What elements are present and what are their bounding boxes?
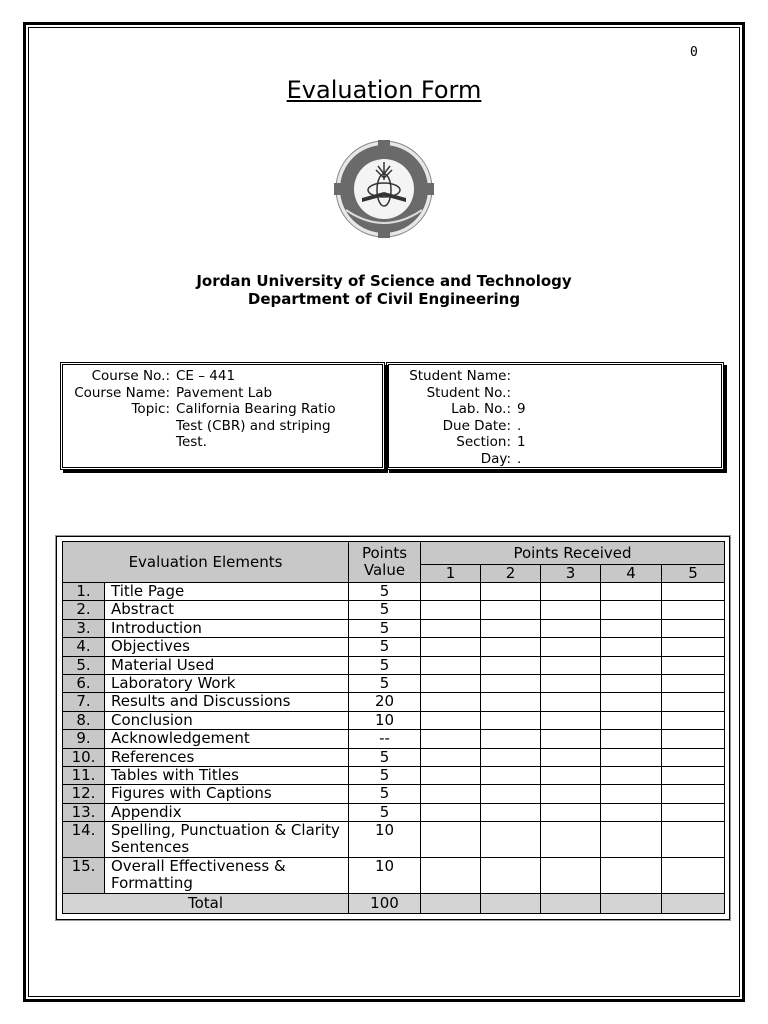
row-number: 8. <box>63 711 105 729</box>
table-row <box>63 693 725 711</box>
points-received-cell[interactable] <box>662 656 725 674</box>
row-element-name: Spelling, Punctuation & Clarity Sentences <box>105 822 349 858</box>
points-received-cell[interactable] <box>421 601 481 619</box>
points-received-cell[interactable] <box>421 803 481 821</box>
day-value: . <box>517 450 522 467</box>
row-element-name: Conclusion <box>105 711 349 729</box>
points-received-cell[interactable] <box>541 583 601 601</box>
university-name: Jordan University of Science and Technology <box>196 272 572 290</box>
points-received-cell[interactable] <box>541 785 601 803</box>
points-received-cell[interactable] <box>601 638 662 656</box>
row-points-value: 5 <box>349 656 421 674</box>
table-row <box>63 766 725 784</box>
points-received-cell[interactable] <box>601 858 662 894</box>
row-points-value: 5 <box>349 803 421 821</box>
points-received-cell[interactable] <box>421 822 481 858</box>
course-name-value: Pavement Lab <box>176 384 273 401</box>
points-received-cell[interactable] <box>421 693 481 711</box>
points-received-cell[interactable] <box>541 822 601 858</box>
evaluation-table-frame <box>56 536 730 920</box>
points-received-cell[interactable] <box>481 619 541 637</box>
points-received-cell[interactable] <box>541 858 601 894</box>
row-element-name: Abstract <box>105 601 349 619</box>
section-row <box>389 434 721 451</box>
points-received-cell[interactable] <box>421 711 481 729</box>
row-element-name: Figures with Captions <box>105 785 349 803</box>
row-number: 6. <box>63 674 105 692</box>
points-received-cell[interactable] <box>481 583 541 601</box>
points-received-cell[interactable] <box>481 766 541 784</box>
points-received-cell[interactable] <box>481 822 541 858</box>
points-received-cell[interactable] <box>662 619 725 637</box>
page-title: Evaluation Form <box>286 76 482 104</box>
topic-value: California Bearing Ratio Test (CBR) and striping Test. <box>176 401 336 450</box>
points-received-cell[interactable] <box>601 822 662 858</box>
points-received-cell[interactable] <box>662 730 725 748</box>
row-number: 13. <box>63 803 105 821</box>
points-received-cell[interactable] <box>541 748 601 766</box>
row-element-name: Appendix <box>105 803 349 821</box>
row-number: 2. <box>63 601 105 619</box>
points-received-cell[interactable] <box>421 730 481 748</box>
due-date-row <box>389 418 721 435</box>
points-received-cell[interactable] <box>541 766 601 784</box>
institution-heading <box>0 272 768 308</box>
lab-number-label: Lab. No.: <box>451 401 511 417</box>
topic-label: Topic: <box>131 401 170 417</box>
row-number: 10. <box>63 748 105 766</box>
points-received-cell[interactable] <box>662 601 725 619</box>
table-row <box>63 822 725 858</box>
points-received-cell[interactable] <box>541 693 601 711</box>
due-date-value: . <box>517 417 522 434</box>
points-received-cell[interactable] <box>541 730 601 748</box>
student-name-row <box>389 368 721 385</box>
points-received-cell[interactable] <box>421 656 481 674</box>
header-received-col-1: 1 <box>421 565 481 583</box>
points-received-cell[interactable] <box>601 693 662 711</box>
row-points-value: 20 <box>349 693 421 711</box>
points-received-cell[interactable] <box>541 711 601 729</box>
points-received-cell[interactable] <box>662 785 725 803</box>
row-points-value: 5 <box>349 766 421 784</box>
points-received-cell[interactable] <box>601 674 662 692</box>
points-received-cell[interactable] <box>541 638 601 656</box>
total-label: Total <box>63 894 349 914</box>
table-row <box>63 638 725 656</box>
header-received-col-4: 4 <box>601 565 662 583</box>
points-received-cell[interactable] <box>662 693 725 711</box>
table-row <box>63 656 725 674</box>
row-points-value: 10 <box>349 711 421 729</box>
row-element-name: Acknowledgement <box>105 730 349 748</box>
points-received-cell[interactable] <box>421 748 481 766</box>
day-row <box>389 451 721 468</box>
row-points-value: 5 <box>349 748 421 766</box>
points-received-cell[interactable] <box>481 674 541 692</box>
points-received-cell[interactable] <box>481 656 541 674</box>
points-received-cell[interactable] <box>421 619 481 637</box>
student-number-row <box>389 385 721 402</box>
row-number: 14. <box>63 822 105 858</box>
points-received-cell[interactable] <box>421 638 481 656</box>
table-row <box>63 785 725 803</box>
header-points-value: Points Value <box>349 542 421 583</box>
header-points-received: Points Received <box>421 542 725 565</box>
points-received-cell[interactable] <box>662 638 725 656</box>
section-value: 1 <box>517 434 526 450</box>
row-points-value: 5 <box>349 601 421 619</box>
total-received-cell[interactable] <box>541 894 601 914</box>
course-name-label: Course Name: <box>74 384 170 401</box>
topic-row <box>63 401 382 451</box>
row-element-name: Laboratory Work <box>105 674 349 692</box>
day-label: Day: <box>480 450 511 467</box>
points-received-cell[interactable] <box>601 748 662 766</box>
lab-number-value: 9 <box>517 401 526 417</box>
points-received-cell[interactable] <box>421 785 481 803</box>
page-number: 0 <box>690 45 698 60</box>
table-row <box>63 601 725 619</box>
row-element-name: References <box>105 748 349 766</box>
total-received-cell[interactable] <box>601 894 662 914</box>
points-received-cell[interactable] <box>662 748 725 766</box>
row-element-name: Title Page <box>105 583 349 601</box>
row-points-value: 5 <box>349 638 421 656</box>
total-received-cell[interactable] <box>662 894 725 914</box>
points-received-cell[interactable] <box>541 674 601 692</box>
points-received-cell[interactable] <box>601 785 662 803</box>
points-received-cell[interactable] <box>541 803 601 821</box>
row-element-name: Tables with Titles <box>105 766 349 784</box>
points-received-cell[interactable] <box>481 693 541 711</box>
course-number-value: CE – 441 <box>176 368 236 384</box>
row-points-value: 5 <box>349 619 421 637</box>
university-seal-icon <box>332 140 436 238</box>
row-element-name: Material Used <box>105 656 349 674</box>
row-number: 4. <box>63 638 105 656</box>
due-date-label: Due Date: <box>442 417 511 434</box>
header-evaluation-elements: Evaluation Elements <box>63 542 349 583</box>
row-number: 3. <box>63 619 105 637</box>
student-name-label: Student Name: <box>409 368 511 384</box>
lab-number-row <box>389 401 721 418</box>
row-element-name: Overall Effectiveness & Formatting <box>105 858 349 894</box>
row-points-value: 5 <box>349 583 421 601</box>
table-row <box>63 803 725 821</box>
points-received-cell[interactable] <box>662 766 725 784</box>
section-label: Section: <box>456 434 511 450</box>
row-number: 9. <box>63 730 105 748</box>
points-received-cell[interactable] <box>481 785 541 803</box>
evaluation-table <box>62 541 725 914</box>
row-number: 15. <box>63 858 105 894</box>
points-received-cell[interactable] <box>601 583 662 601</box>
points-received-cell[interactable] <box>662 858 725 894</box>
table-row <box>63 583 725 601</box>
points-received-cell[interactable] <box>662 803 725 821</box>
points-received-cell[interactable] <box>481 601 541 619</box>
table-row <box>63 674 725 692</box>
points-received-cell[interactable] <box>481 748 541 766</box>
course-name-row <box>63 385 382 402</box>
total-received-cell[interactable] <box>481 894 541 914</box>
points-received-cell[interactable] <box>601 730 662 748</box>
points-received-cell[interactable] <box>601 656 662 674</box>
row-number: 12. <box>63 785 105 803</box>
points-received-cell[interactable] <box>421 766 481 784</box>
points-received-cell[interactable] <box>421 674 481 692</box>
student-number-value[interactable] <box>517 385 721 402</box>
header-received-col-3: 3 <box>541 565 601 583</box>
points-received-cell[interactable] <box>481 858 541 894</box>
points-received-cell[interactable] <box>481 730 541 748</box>
row-element-name: Objectives <box>105 638 349 656</box>
row-number: 5. <box>63 656 105 674</box>
row-number: 11. <box>63 766 105 784</box>
points-received-cell[interactable] <box>662 674 725 692</box>
points-received-cell[interactable] <box>601 803 662 821</box>
header-received-col-5: 5 <box>662 565 725 583</box>
course-number-row <box>63 368 382 385</box>
row-element-name: Results and Discussions <box>105 693 349 711</box>
points-received-cell[interactable] <box>541 601 601 619</box>
points-received-cell[interactable] <box>662 711 725 729</box>
total-value: 100 <box>349 894 421 914</box>
points-received-cell[interactable] <box>601 711 662 729</box>
points-received-cell[interactable] <box>541 619 601 637</box>
header-received-col-2: 2 <box>481 565 541 583</box>
department-name: Department of Civil Engineering <box>247 290 521 308</box>
points-received-cell[interactable] <box>481 803 541 821</box>
row-points-value: 10 <box>349 822 421 858</box>
points-received-cell[interactable] <box>601 601 662 619</box>
table-row <box>63 858 725 894</box>
points-received-cell[interactable] <box>421 858 481 894</box>
points-received-cell[interactable] <box>662 822 725 858</box>
row-points-value: 10 <box>349 858 421 894</box>
total-received-cell[interactable] <box>421 894 481 914</box>
row-points-value: 5 <box>349 785 421 803</box>
student-name-value[interactable] <box>517 368 721 385</box>
row-points-value: 5 <box>349 674 421 692</box>
row-number: 7. <box>63 693 105 711</box>
points-received-cell[interactable] <box>481 638 541 656</box>
row-element-name: Introduction <box>105 619 349 637</box>
student-info-box <box>386 362 724 470</box>
table-row <box>63 730 725 748</box>
points-received-cell[interactable] <box>601 619 662 637</box>
points-received-cell[interactable] <box>481 711 541 729</box>
table-row <box>63 748 725 766</box>
course-number-label: Course No.: <box>91 368 170 384</box>
points-received-cell[interactable] <box>421 583 481 601</box>
course-info-box <box>60 362 385 470</box>
student-number-label: Student No.: <box>426 384 511 401</box>
points-received-cell[interactable] <box>662 583 725 601</box>
table-row <box>63 711 725 729</box>
points-received-cell[interactable] <box>601 766 662 784</box>
row-number: 1. <box>63 583 105 601</box>
points-received-cell[interactable] <box>541 656 601 674</box>
row-points-value: -- <box>349 730 421 748</box>
table-row <box>63 619 725 637</box>
